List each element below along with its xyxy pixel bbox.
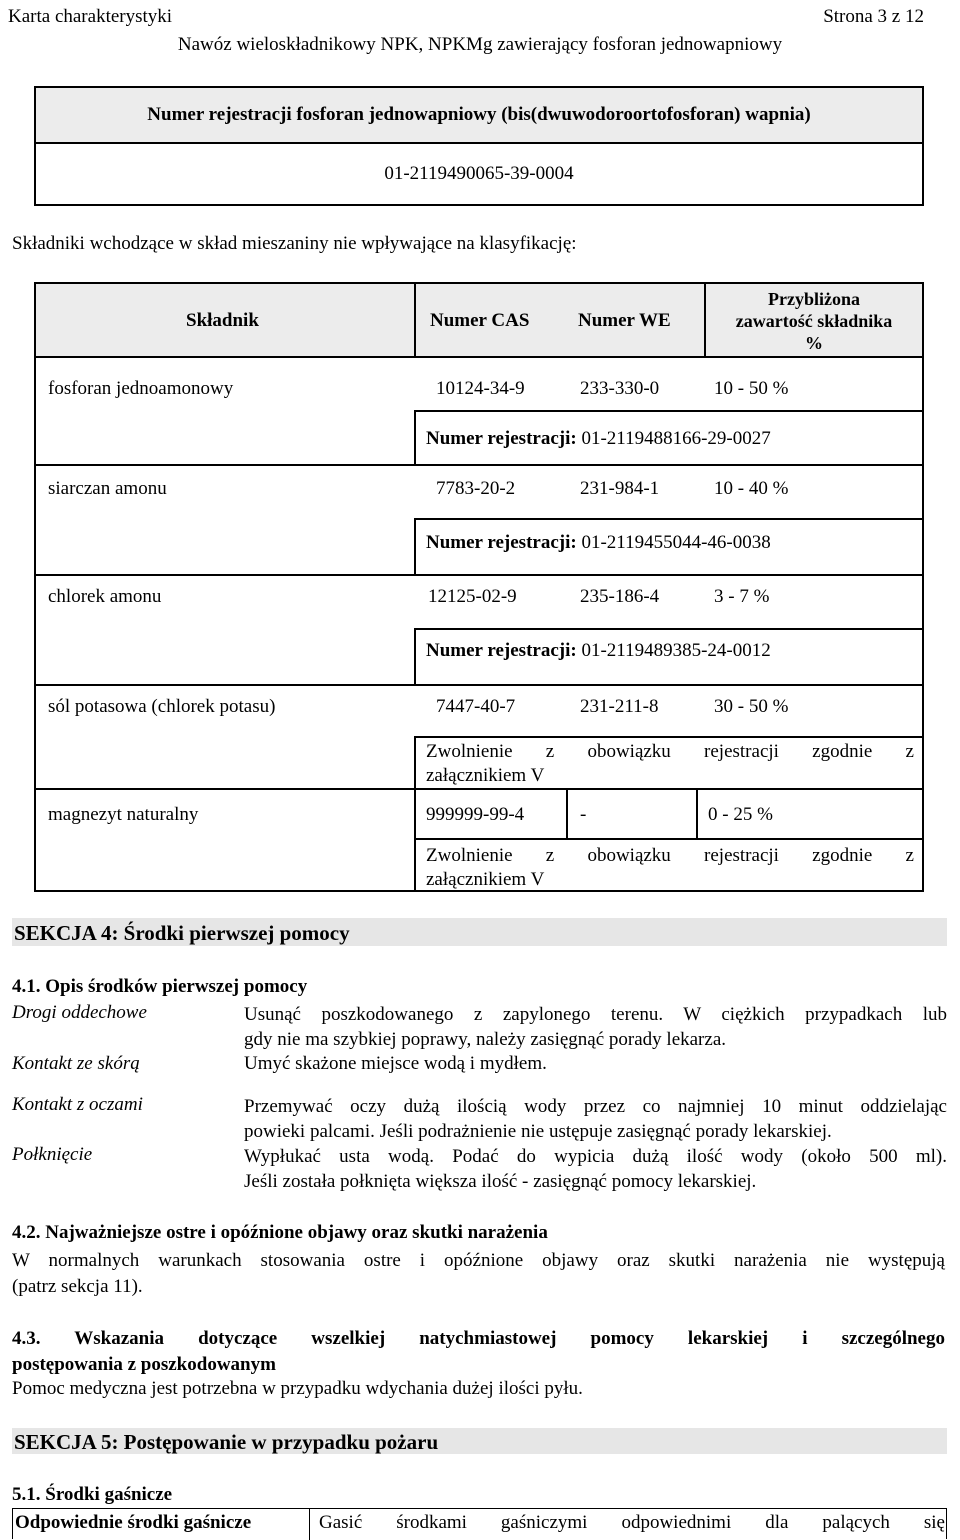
s42-title: 4.2. Najważniejsze ostre i opóźnione objawy oraz skutki narażenia [12, 1222, 548, 1243]
label-inhalation: Drogi oddechowe [12, 1002, 147, 1023]
row2-pct: 10 - 40 % [714, 478, 789, 499]
s43-text: Pomoc medyczna jest potrzebna w przypadku wdychania dużej ilości pyłu. [12, 1378, 583, 1399]
row1-we: 233-330-0 [580, 378, 660, 399]
label-ingestion: Połknięcie [12, 1144, 93, 1165]
section5-title: SEKCJA 5: Postępowanie w przypadku pożaru [12, 1428, 947, 1454]
row2-name: siarczan amonu [48, 478, 167, 499]
section4-title: SEKCJA 4: Środki pierwszej pomocy [12, 918, 947, 946]
label-skin: Kontakt ze skórą [12, 1053, 140, 1074]
row4-name: sól potasowa (chlorek potasu) [48, 696, 276, 717]
row5-cas: 999999-99-4 [426, 804, 525, 825]
text-skin: Umyć skażone miejsce wodą i mydłem. [244, 1053, 547, 1074]
text-inhalation: Usunąć poszkodowanego z zapylonego terenu. W ciężkich przypadkach lub gdy nie ma szybkiej poprawy, należy zasięgnąć porady lekarza. [244, 1004, 947, 1050]
row3-registration: Numer rejestracji: 01-2119489385-24-0012 [426, 640, 771, 661]
row5-we: - [580, 804, 587, 825]
row1-cas: 10124-34-9 [436, 378, 525, 399]
registration-box [34, 86, 924, 206]
row2-registration: Numer rejestracji: 01-2119455044-46-0038 [426, 532, 771, 553]
components-intro: Składniki wchodzące w skład mieszaniny nie wpływające na klasyfikację: [12, 233, 577, 254]
header-we: Numer WE [578, 310, 671, 331]
row3-pct: 3 - 7 % [714, 586, 770, 607]
product-name: Nawóz wieloskładnikowy NPK, NPKMg zawierający fosforan jednowapniowy [177, 34, 783, 55]
row2-we: 231-984-1 [580, 478, 660, 499]
row5-exemption: Zwolnienie z obowiązku rejestracji zgodnie z załącznikiem V [426, 845, 914, 890]
row3-cas: 12125-02-9 [428, 586, 517, 607]
header-cas: Numer CAS [430, 310, 530, 331]
registration-number: 01-2119490065-39-0004 [384, 163, 574, 184]
text-ingestion: Wypłukać usta wodą. Podać do wypicia dużą ilość wody (około 500 ml). Jeśli została połknięta większa ilość - zasięgnąć pomocy lekarskiej. [244, 1146, 947, 1192]
text-eyes: Przemywać oczy dużą ilością wody przez co najmniej 10 minut oddzielając powieki palcami. Jeśli podrażnienie nie ustępuje zasięgnąć porady lekarskiej. [244, 1096, 947, 1142]
header-component: Składnik [186, 310, 259, 331]
document-title: Karta charakterystyki [8, 6, 173, 27]
s41-title: 4.1. Opis środków pierwszej pomocy [12, 976, 308, 997]
page-number: Strona 3 z 12 [823, 6, 924, 27]
extinguishing-text: Gasić środkami gaśniczymi odpowiednimi dla palących się [319, 1512, 945, 1533]
components-table [34, 282, 924, 892]
label-eyes: Kontakt z oczami [12, 1094, 143, 1115]
row4-exemption: Zwolnienie z obowiązku rejestracji zgodnie z załącznikiem V [426, 741, 914, 786]
s51-title: 5.1. Środki gaśnicze [12, 1484, 173, 1505]
row3-we: 235-186-4 [580, 586, 660, 607]
row4-cas: 7447-40-7 [436, 696, 516, 717]
row2-cas: 7783-20-2 [436, 478, 516, 499]
row1-name: fosforan jednoamonowy [48, 378, 234, 399]
s42-text: W normalnych warunkach stosowania ostre i opóźnione objawy oraz skutki narażenia nie występują (patrz sekcja 11). [12, 1250, 945, 1297]
row5-pct: 0 - 25 % [708, 804, 773, 825]
row1-registration: Numer rejestracji: 01-2119488166-29-0027 [426, 428, 771, 449]
extinguishing-label: Odpowiednie środki gaśnicze [15, 1512, 252, 1533]
row3-name: chlorek amonu [48, 586, 162, 607]
row5-name: magnezyt naturalny [48, 804, 199, 825]
header-content: Przybliżona zawartość składnika % [735, 289, 893, 353]
extinguishing-table [12, 1508, 947, 1539]
row1-pct: 10 - 50 % [714, 378, 789, 399]
s43-title: 4.3. Wskazania dotyczące wszelkiej natychmiastowej pomocy lekarskiej i szczególnego postępowania z poszkodowanym [12, 1328, 945, 1375]
row4-pct: 30 - 50 % [714, 696, 789, 717]
registration-title: Numer rejestracji fosforan jednowapniowy (bis(dwuwodoroortofosforan) wapnia) [36, 88, 922, 144]
row4-we: 231-211-8 [580, 696, 659, 717]
